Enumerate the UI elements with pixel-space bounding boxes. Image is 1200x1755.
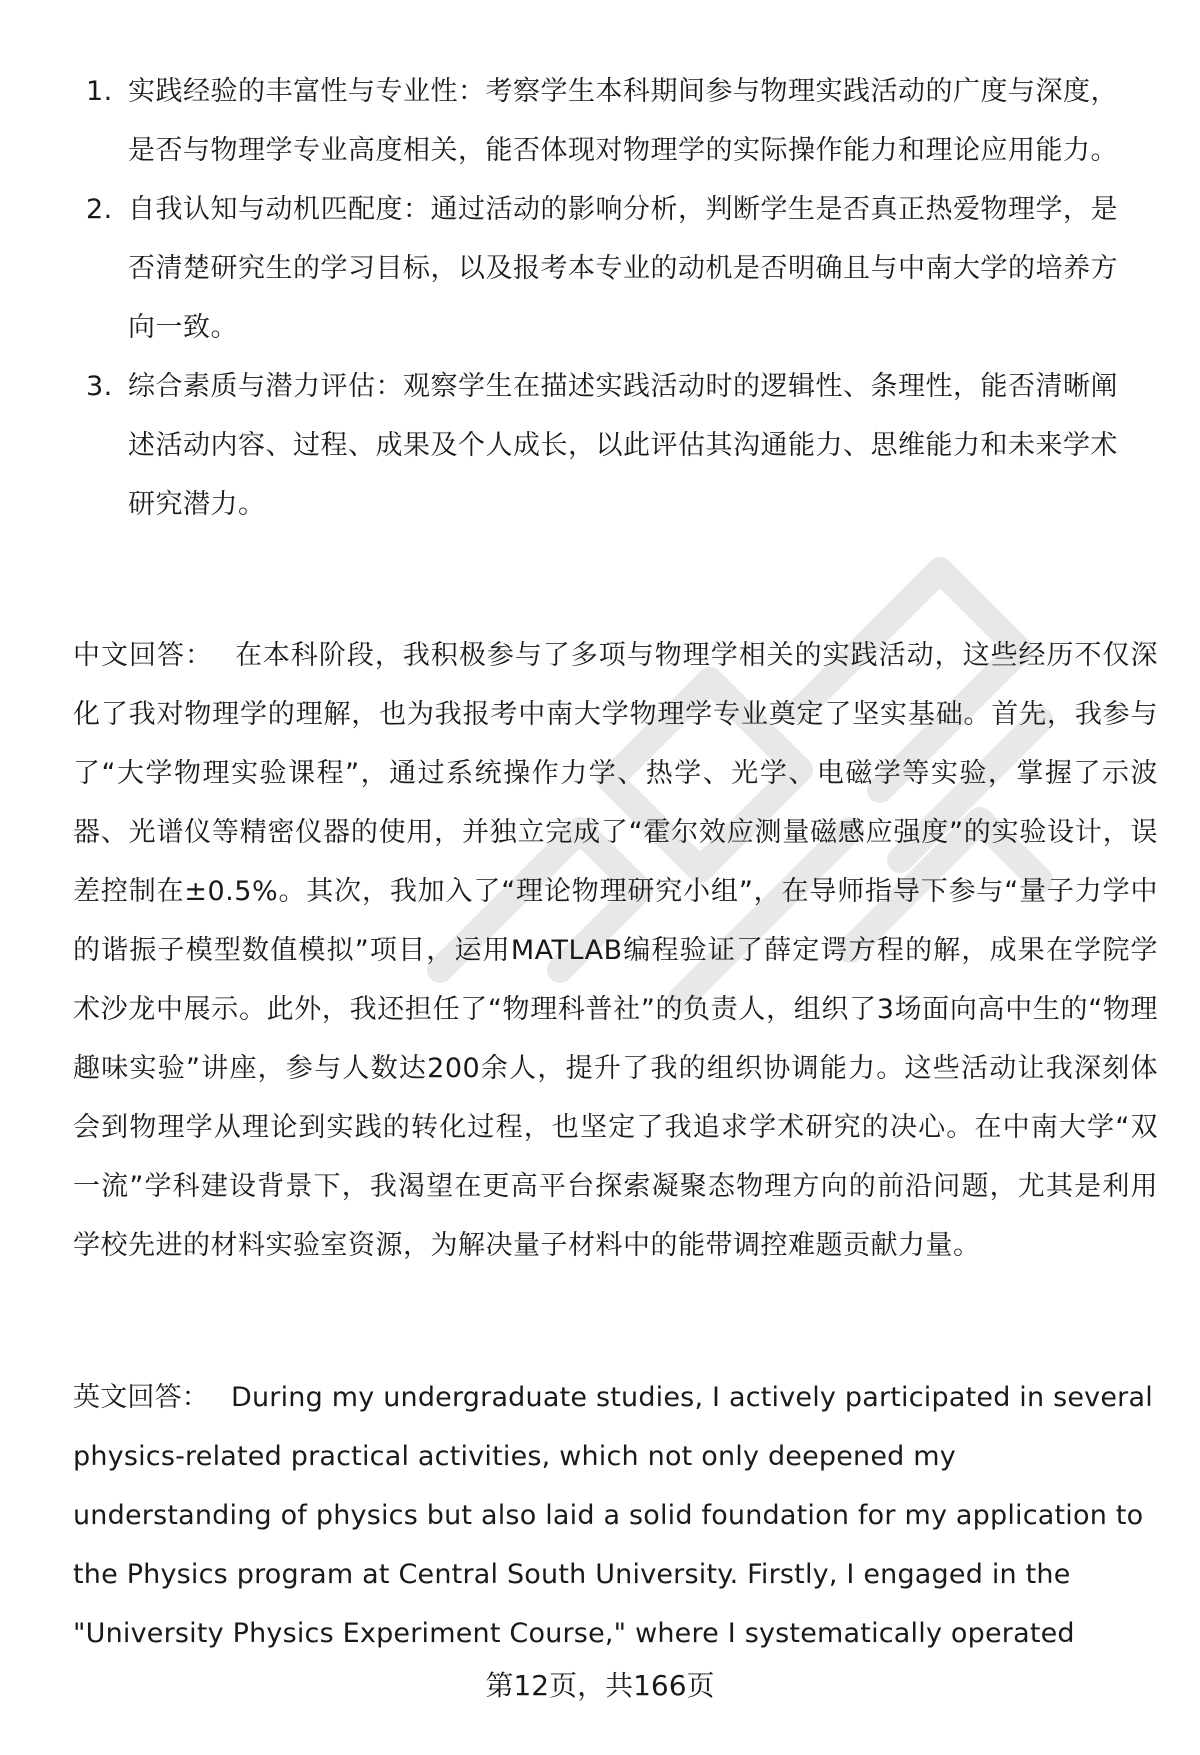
criteria-item (0, 62, 1138, 180)
criteria-text: 实践经验的丰富性与专业性：考察学生本科期间参与物理实践活动的广度与深度，是否与物理学专业高度相关，能否体现对物理学的实际操作能力和理论应用能力。 (128, 76, 1118, 166)
chinese-answer-paragraph (73, 626, 1158, 1275)
english-answer-paragraph (73, 1368, 1158, 1663)
criteria-number: 1. (86, 76, 113, 107)
criteria-number: 3. (86, 371, 113, 402)
english-answer-label: 英文回答： (73, 1382, 209, 1413)
criteria-text: 综合素质与潜力评估：观察学生在描述实践活动时的逻辑性、条理性，能否清晰阐述活动内容、过程、成果及个人成长，以此评估其沟通能力、思维能力和未来学术研究潜力。 (128, 371, 1118, 520)
page-number-footer: 第12页，共166页 (485, 1669, 715, 1702)
chinese-answer-text: 在本科阶段，我积极参与了多项与物理学相关的实践活动，这些经历不仅深化了我对物理学的理解，也为我报考中南大学物理学专业奠定了坚实基础。首先，我参与了“大学物理实验课程”，通过系统操作力学、热学、光学、电磁学等实验，掌握了示波器、光谱仪等精密仪器的使用，并独立完成了“霍尔效应测量磁感应强度”的实验设计，误差控制在±0.5%。其次，我加入了“理论物理研究小组”，在导师指导下参与“量子力学中的谐振子模型数值模拟”项目，运用MATLAB编程验证了薛定谔方程的解，成果在学院学术沙龙中展示。此外，我还担任了“物理科普社”的负责人，组织了3场面向高中生的“物理趣味实验”讲座，参与人数达200余人，提升了我的组织协调能力。这些活动让我深刻体会到物理学从理论到实践的转化过程，也坚定了我追求学术研究的决心。在中南大学“双一流”学科建设背景下，我渴望在更高平台探索凝聚态物理方向的前沿问题，尤其是利用学校先进的材料实验室资源，为解决量子材料中的能带调控难题贡献力量。 (73, 640, 1159, 1261)
english-answer-text: During my undergraduate studies, I actively participated in several physics-related practical activities, which not only deepened my understanding of physics but also laid a solid foundation for my application to the Physics program at Central South University. Firstly, I engaged in the "University Physics Experiment Course," where I systematically operated (73, 1382, 1153, 1649)
evaluation-criteria-list (0, 62, 1200, 534)
criteria-number: 2. (86, 194, 113, 225)
chinese-answer-label: 中文回答： (73, 640, 213, 671)
criteria-item (0, 180, 1138, 357)
criteria-text: 自我认知与动机匹配度：通过活动的影响分析，判断学生是否真正热爱物理学，是否清楚研究生的学习目标，以及报考本专业的动机是否明确且与中南大学的培养方向一致。 (128, 194, 1118, 343)
criteria-item (0, 357, 1138, 534)
